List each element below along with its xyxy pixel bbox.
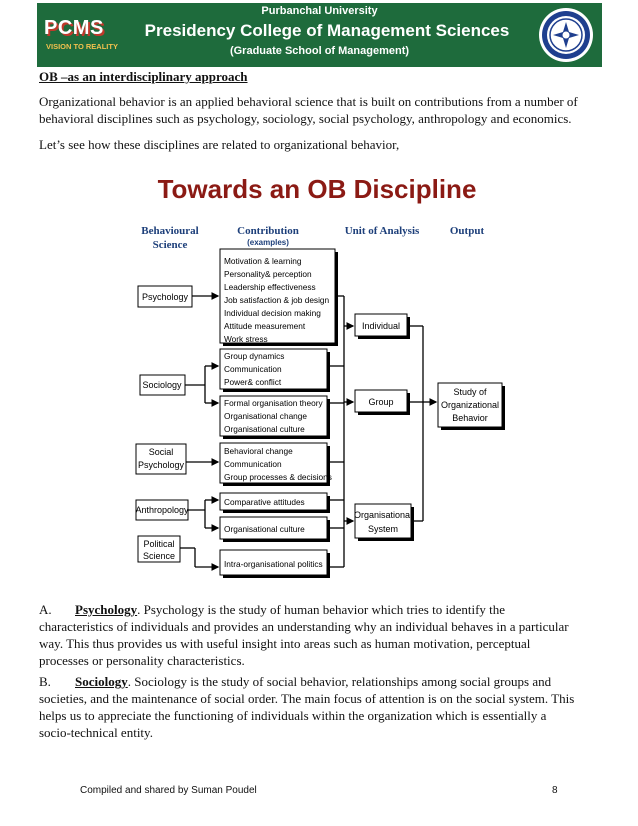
header-unit-of-analysis: Unit of Analysis	[344, 225, 420, 237]
contribution-item: Organisational change	[224, 411, 308, 421]
term-sociology: Sociology	[75, 674, 128, 689]
sociology-first-line	[39, 673, 604, 690]
contribution-item: Power& conflict	[224, 377, 282, 387]
logo-tagline: VISION TO REALITY	[46, 42, 118, 51]
science-sociology: Sociology	[142, 380, 182, 390]
header-behavioural: Behavioural	[141, 225, 199, 237]
psychology-line: way. This thus provides us with useful insight into areas such as human motivation, perceptual	[39, 636, 531, 651]
science-psychology: Psychology	[141, 292, 189, 302]
science-political-science: Science	[142, 551, 176, 561]
list-marker: A.	[39, 602, 52, 617]
header-output: Output	[449, 225, 485, 237]
contribution-item: Motivation & learning	[224, 256, 302, 266]
unit-group: Group	[368, 397, 394, 407]
sociology-line: socio-technical entity.	[39, 725, 153, 740]
term-psychology: Psychology	[75, 602, 138, 617]
science-social: Social	[148, 447, 174, 457]
footer-credit: Compiled and shared by Suman Poudel	[80, 785, 257, 796]
contribution-item: Personality& perception	[224, 269, 312, 279]
contribution-item: Intra-organisational politics	[224, 559, 323, 569]
intro-paragraph	[39, 93, 604, 127]
header-science: Science	[152, 239, 188, 251]
psychology-first-line	[39, 601, 604, 618]
intro-lead-in: Let’s see how these disciplines are related to organizational behavior,	[39, 137, 400, 152]
sociology-text: . Sociology is the study of social behavior, relationships among social groups and	[127, 674, 552, 689]
university-name: Purbanchal University	[261, 5, 378, 17]
contribution-item: Organisational culture	[224, 524, 305, 534]
university-seal-icon	[538, 7, 594, 63]
contribution-item: Attitude measurement	[224, 321, 306, 331]
college-name: Presidency College of Management Sciences	[144, 21, 510, 40]
contribution-item: Communication	[224, 459, 282, 469]
unit-organisational: Organisational	[353, 510, 413, 520]
header-contribution: Contribution	[237, 225, 299, 237]
contribution-item: Comparative attitudes	[224, 497, 305, 507]
science-political: Political	[143, 539, 175, 549]
school-name: (Graduate School of Management)	[229, 45, 410, 57]
logo-text: PCMS	[44, 17, 104, 39]
psychology-paragraph	[39, 601, 604, 669]
header-banner	[37, 3, 602, 67]
contribution-item: Group processes & decisions	[224, 472, 332, 482]
sociology-line: helps us to appreciate the functioning of individuals within the organization which is essentially a	[39, 708, 547, 723]
contribution-item: Individual decision making	[224, 308, 321, 318]
unit-system: System	[367, 524, 399, 534]
science-anthropology: Anthropology	[135, 505, 189, 515]
contribution-item: Communication	[224, 364, 282, 374]
intro-line: Organizational behavior is an applied behavioral science that is built on contributions from a number of	[39, 94, 578, 109]
list-marker: B.	[39, 674, 51, 689]
psychology-text: . Psychology is the study of human behavior which tries to identify the	[137, 602, 506, 617]
contribution-item: Job satisfaction & job design	[224, 295, 330, 305]
output-line: Organizational	[440, 400, 500, 410]
header-examples: (examples)	[247, 238, 289, 247]
contribution-item: Group dynamics	[224, 351, 285, 361]
output-line: Behavior	[452, 413, 488, 423]
sociology-line: societies, and the maintenance of social order. The main focus of attention is on the social system. This	[39, 691, 575, 706]
contribution-item: Work stress	[224, 334, 268, 344]
intro-line: behavioral disciplines such as psychology, sociology, social psychology, anthropology and economics.	[39, 111, 572, 126]
psychology-line: characteristics of individuals and provides an understanding why an individual behaves in a particular	[39, 619, 569, 634]
science-social-psychology: Psychology	[137, 460, 185, 470]
sociology-paragraph	[39, 673, 604, 741]
contribution-item: Leadership effectiveness	[224, 282, 316, 292]
contribution-item: Behavioral change	[224, 446, 293, 456]
contribution-item: Organisational culture	[224, 424, 305, 434]
section-heading: OB –as an interdisciplinary approach	[39, 69, 248, 84]
page-number: 8	[552, 785, 558, 796]
contribution-item: Formal organisation theory	[224, 398, 323, 408]
diagram-title: Towards an OB Discipline	[157, 174, 477, 204]
unit-individual: Individual	[361, 321, 401, 331]
psychology-line: processes or personality characteristics.	[39, 653, 245, 668]
output-line: Study of	[453, 387, 487, 397]
ob-discipline-diagram	[130, 170, 510, 580]
